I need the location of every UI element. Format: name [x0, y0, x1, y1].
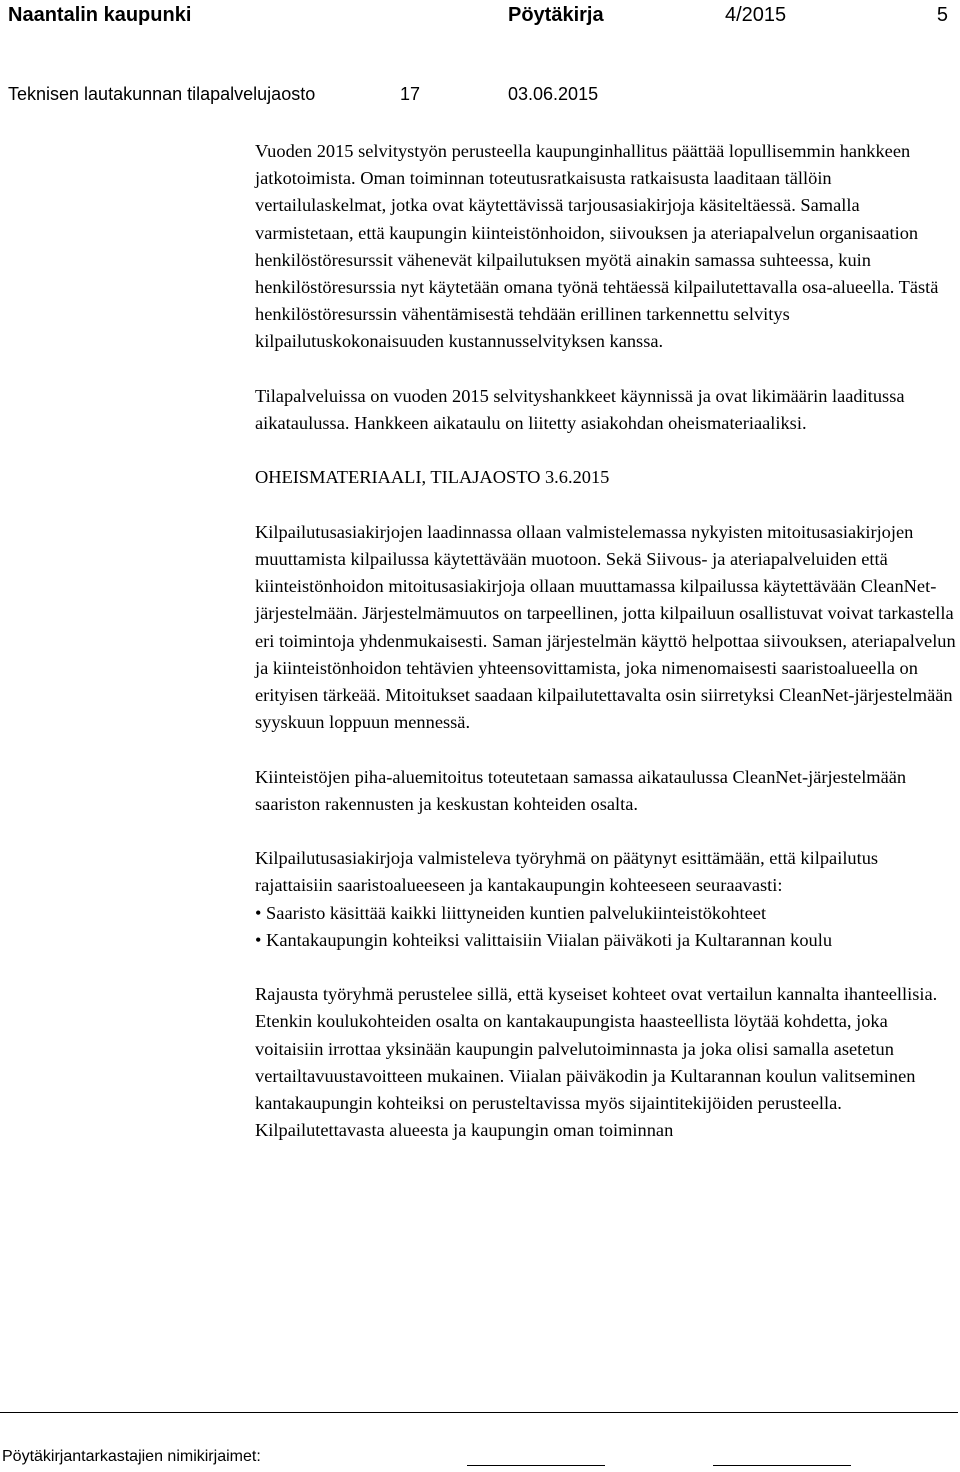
paragraph-1: Vuoden 2015 selvitystyön perusteella kaupunginhallitus päättää lopullisemmin hankkeen jatkotoimista. Oman toiminnan toteutusratkaisusta ratkaisusta laaditaan tällöin vertailulaskelmat, jotka ovat käytettävissä tarjousasiakirjoja käsiteltäessä. Samalla varmistetaan, että kaupungin kiinteistönhoidon, siivouksen ja ateriapalvelun organisaation henkilöstöresurssit vähenevät kilpailutuksen myötä ainakin samassa suhteessa, kuin henkilöstöresurssia nyt käytetään omana työnä tehtäessä kilpailutettavalla osa-alueella. Tästä henkilöstöresurssin vähentämisestä tehdään erillinen tarkennettu selvitys kilpailutuskokonaisuuden kustannusselvityksen kanssa. [255, 141, 939, 352]
document-body [255, 138, 957, 1172]
page-number: 5 [936, 4, 948, 26]
signature-line [467, 1465, 605, 1466]
paragraph-4: Kiinteistöjen piha-aluemitoitus toteutetaan samassa aikataulussa CleanNet-järjestelmään saariston rakennusten ja keskustan kohteiden osalta. [255, 766, 907, 814]
paragraph-3: Kilpailutusasiakirjojen laadinnassa ollaan valmistelemassa nykyisten mitoitusasiakirjojen muuttamista kilpailussa käytettävään muotoon. Sekä Siivous- ja ateriapalveluiden että kiinteistönhoidon mitoitusasiakirjoja ollaan muuttamassa kilpailussa käytettävään CleanNet-järjestelmään. Järjestelmämuutos on tarpeellinen, jotta kilpailuun osallistuvat voivat tarkastella eri toimintoja yhdenmukaisesti. Saman järjestelmän käyttö helpottaa siivouksen, ateriapalvelun ja kiinteistönhoidon tehtävien yhteensovittamista, joka nimenomaisesti saaristoalueella on erityisen tärkeää. Mitoitukset saadaan kilpailutettavalta osin siirretyksi CleanNet-järjestelmään syyskuun loppuun mennessä. [255, 521, 956, 733]
signature-label: Pöytäkirjantarkastajien nimikirjaimet: [2, 1448, 261, 1465]
section-number: 17 [400, 84, 421, 104]
paragraph-2: Tilapalveluissa on vuoden 2015 selvityshankkeet käynnissä ja ovat likimäärin laaditussa aikataulussa. Hankkeen aikataulu on liitetty asiakohdan oheismateriaaliksi. [255, 385, 905, 434]
page-header [8, 0, 948, 30]
footer-divider [0, 1412, 958, 1413]
document-type: Pöytäkirja [508, 4, 604, 26]
bullet-list [255, 900, 957, 954]
paragraph-5: Kilpailutusasiakirjoja valmisteleva työryhmä on päätynyt esittämään, että kilpailutus rajattaisiin saaristoalueeseen ja kantakaupungin kohteeseen seuraavasti: [255, 848, 879, 896]
list-item: • Kantakaupungin kohteiksi valittaisiin Viialan päiväkoti ja Kultarannan koulu [255, 927, 957, 954]
attachment-heading: OHEISMATERIAALI, TILAJAOSTO 3.6.2015 [255, 467, 610, 488]
list-item: • Saaristo käsittää kaikki liittyneiden kuntien palvelukiinteistökohteet [255, 900, 957, 927]
organization-name: Naantalin kaupunki [8, 4, 192, 26]
document-number: 4/2015 [725, 4, 787, 26]
signature-line [713, 1465, 851, 1466]
committee-name: Teknisen lautakunnan tilapalvelujaosto [8, 84, 316, 104]
paragraph-6: Rajausta työryhmä perustelee sillä, että kyseiset kohteet ovat vertailun kannalta ihanteellisia. Etenkin koulukohteiden osalta on kantakaupungista haasteellista löytää kohdetta, joka voitaisiin irrottaa yksinään kaupungin palvelutoiminnasta ja joka olisi samalla asetetun vertailtavuustavoitteen mukainen. Viialan päiväkodin ja Kultarannan koulun valitseminen kantakaupungin kohteiksi on perusteltavissa myös sijaintitekijöiden perusteella. Kilpailutettavasta alueesta ja kaupungin oman toiminnan [255, 984, 938, 1141]
meeting-date: 03.06.2015 [508, 84, 599, 104]
